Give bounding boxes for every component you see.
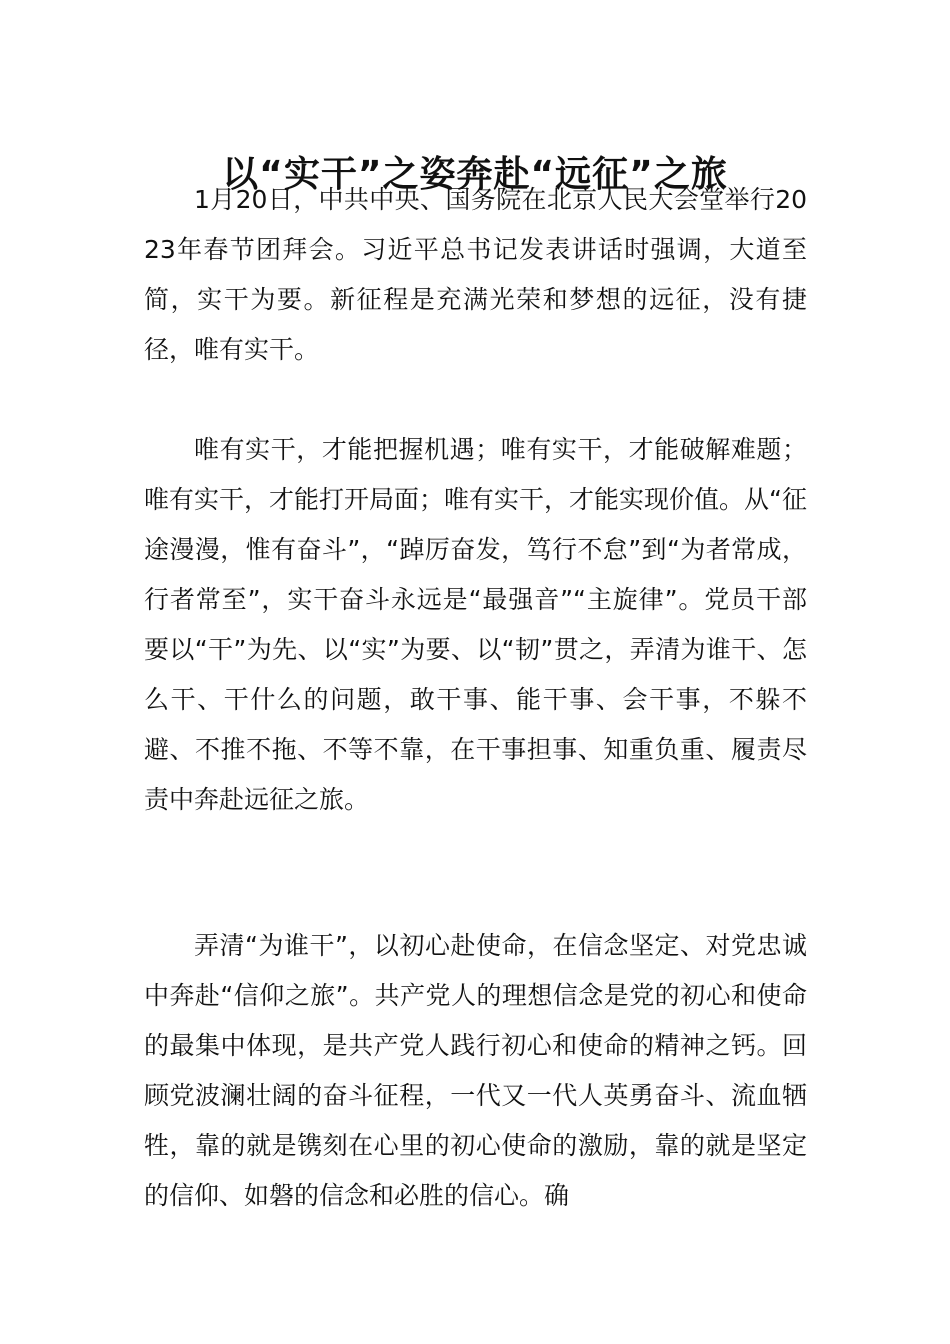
paragraph-for-whom: 弄清“为谁干”，以初心赴使命，在信念坚定、对党忠诚中奔赴“信仰之旅”。共产党人的理想信念是党的初心和使命的最集中体现，是共产党人践行初心和使命的精神之钙。回顾党波澜壮阔的奋斗征程，一代又一代人英勇奋斗、流血牺牲，靠的就是镌刻在心里的初心使命的激励，靠的就是坚定的信仰、如磐的信念和必胜的信心。确	[144, 931, 807, 1210]
paragraph-intro: 1月20日，中共中央、国务院在北京人民大会堂举行2023年春节团拜会。习近平总书记发表讲话时强调，大道至简，实干为要。新征程是充满光荣和梦想的远征，没有捷径，唯有实干。	[144, 185, 807, 364]
document-title: 以“实干”之姿奔赴“远征”之旅	[222, 154, 728, 196]
paragraph-only-hard-work: 唯有实干，才能把握机遇；唯有实干，才能破解难题；唯有实干，才能打开局面；唯有实干，才能实现价值。从“征途漫漫，惟有奋斗”，“踔厉奋发，笃行不怠”到“为者常成，行者常至”，实干奋斗永远是“最强音”“主旋律”。党员干部要以“干”为先、以“实”为要、以“韧”贯之，弄清为谁干、怎么干、干什么的问题，敢干事、能干事、会干事，不躲不避、不推不拖、不等不靠，在干事担事、知重负重、履责尽责中奔赴远征之旅。	[144, 435, 807, 814]
